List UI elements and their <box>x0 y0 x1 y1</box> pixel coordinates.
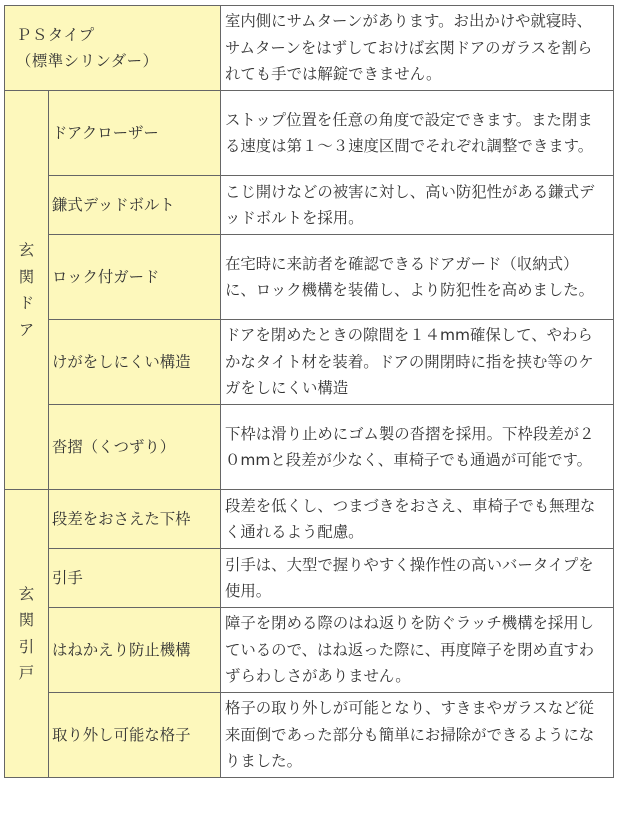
group-entrance-door <box>5 91 49 490</box>
item-description: 障子を閉める際のはね返りを防ぐラッチ機構を採用しているので、はね返った際に、再度障子を閉め直すわずらわしさがありません。 <box>221 608 614 693</box>
table-row <box>5 693 614 778</box>
table-row <box>5 608 614 693</box>
table-row <box>5 549 614 608</box>
ps-type-label <box>5 6 221 91</box>
table-row <box>5 6 614 91</box>
item-description: こじ開けなどの被害に対し、高い防犯性がある鎌式デッドボルトを採用。 <box>221 176 614 235</box>
spec-table <box>4 5 614 778</box>
group-entrance-door-label: 玄関ドア <box>18 241 35 339</box>
table-row <box>5 405 614 490</box>
item-description: 引手は、大型で握りやすく操作性の高いバータイプを使用。 <box>221 549 614 608</box>
item-label: 取り外し可能な格子 <box>49 693 221 778</box>
table-row <box>5 320 614 405</box>
table-row <box>5 176 614 235</box>
item-label: けがをしにくい構造 <box>49 320 221 405</box>
item-description: 段差を低くし、つまづきをおさえ、車椅子でも無理なく通れるよう配慮。 <box>221 490 614 549</box>
ps-type-description: 室内側にサムターンがあります。お出かけや就寝時、サムターンをはずしておけば玄関ドアのガラスを割られても手では解錠できません。 <box>221 6 614 91</box>
group-entrance-sliding-door <box>5 490 49 778</box>
group-entrance-sliding-door-label: 玄関引戸 <box>18 584 35 682</box>
item-description: ドアを閉めたときの隙間を１４mm確保して、やわらかなタイト材を装着。ドアの開閉時に指を挟む等のケガをしにくい構造 <box>221 320 614 405</box>
item-label: 鎌式デッドボルト <box>49 176 221 235</box>
item-description: 在宅時に来訪者を確認できるドアガード（収納式）に、ロック機構を装備し、より防犯性を高めました。 <box>221 235 614 320</box>
ps-type-label-line1: ＰＳタイプ <box>16 25 95 44</box>
item-label: 段差をおさえた下枠 <box>49 490 221 549</box>
ps-type-label-line2: （標準シリンダー） <box>16 52 159 70</box>
item-label: ドアクローザー <box>49 91 221 176</box>
item-label: はねかえり防止機構 <box>49 608 221 693</box>
table-row <box>5 490 614 549</box>
item-label: 引手 <box>49 549 221 608</box>
table-row <box>5 235 614 320</box>
item-label: ロック付ガード <box>49 235 221 320</box>
item-description: 下枠は滑り止めにゴム製の沓摺を採用。下枠段差が２０mmと段差が少なく、車椅子でも通過が可能です。 <box>221 405 614 490</box>
item-description: ストップ位置を任意の角度で設定できます。また閉まる速度は第１～３速度区間でそれぞれ調整できます。 <box>221 91 614 176</box>
item-label: 沓摺（くつずり） <box>49 405 221 490</box>
item-description: 格子の取り外しが可能となり、すきまやガラスなど従来面倒であった部分も簡単にお掃除ができるようになりました。 <box>221 693 614 778</box>
table-row <box>5 91 614 176</box>
